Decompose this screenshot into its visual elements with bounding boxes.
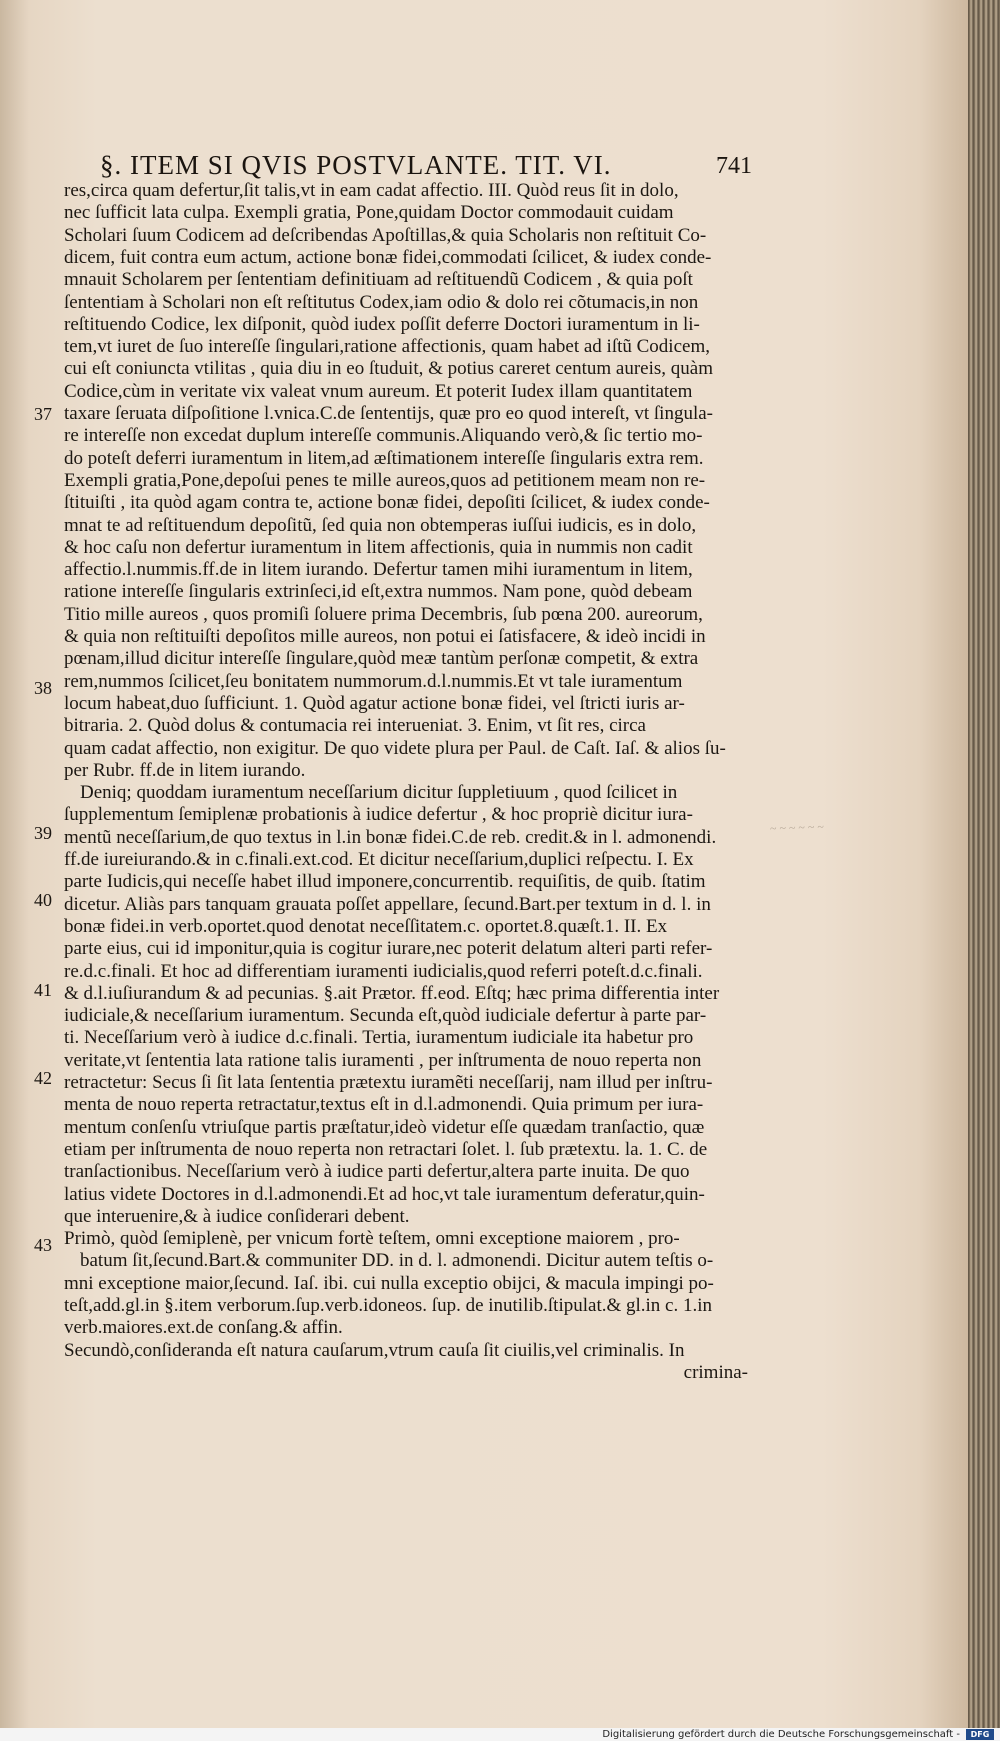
page-edge [968,0,1000,1728]
text-line: nec ſufficit lata culpa. Exempli gratia, Pone,quidam Doctor commodauit cuidam [64,202,674,224]
text-line: tem,vt iuret de ſuo intereſſe ſingulari,ratione affectionis, quam habet ad iſtũ Codicem, [64,336,710,358]
text-line: ſupplementum ſemiplenæ probationis à iudice defertur , & hoc propriè dicitur iura- [64,804,693,826]
text-line: dicem, fuit contra eum actum, actione bonæ fidei,commodati ſcilicet, & iudex conde- [64,246,712,268]
text-line: Exempli gratia,Pone,depoſui penes te mille aureos,quos ad petitionem meam non re- [64,469,706,491]
text-line: mni exceptione maior,ſecund. Iaſ. ibi. cui nulla exceptio obijci, & macula impingi po- [64,1272,714,1294]
dfg-logo: DFG [966,1729,994,1740]
text-line: affectio.l.nummis.ff.de in litem iurando. Defertur tamen mihi iuramentum in litem, [64,559,693,581]
margin-number: 43 [34,1235,52,1255]
digitization-credit: Digitalisierung gefördert durch die Deutsche Forschungsgemeinschaft - [602,1729,960,1740]
margin-number: 42 [34,1068,52,1088]
text-line: Secundò,conſideranda eſt natura cauſarum,vtrum cauſa ſit ciuilis,vel criminalis. In [64,1339,685,1361]
text-line: taxare ſeruata diſpoſitione l.vnica.C.de ſententijs, quæ pro eo quod intereſt, vt ſingula- [64,403,713,424]
text-line: tranſactionibus. Neceſſarium verò à iudice parti defertur,altera parte inuita. De quo [64,1161,690,1183]
text-line: Deniq; quoddam iuramentum neceſſarium dicitur ſuppletiuum , quod ſcilicet in [80,782,678,804]
text-line: do poteſt deferri iuramentum in litem,ad æſtimationem intereſſe ſingularis extra rem. [64,447,704,469]
text-line: & quia non reſtituiſti depoſitos mille aureos, non potui ei ſatisfacere, & ideò incidi in [64,626,706,647]
text-block [28,180,748,1440]
text-line: per Rubr. ff.de in litem iurando. [64,759,306,781]
text-line: Titio mille aureos , quos promiſi ſoluere prima Decembris, ſub pœna 200. aureorum, [64,603,703,625]
text-line: retractetur: Secus ſi ſit lata ſententia prætextu iuramẽti neceſſarij, nam illud per inſtru- [64,1072,713,1093]
margin-number: 40 [34,890,52,910]
text-line: teſt,add.gl.in §.item verborum.ſup.verb.idoneos. ſup. de inutilib.ſtipulat.& gl.in c. 1.in [64,1295,713,1316]
text-line: mentũ neceſſarium,de quo textus in l.in bonæ fidei.C.de reb. credit.& in l. admonendi. [64,826,717,848]
text-line: Codice,cùm in veritate vix valeat vnum aureum. Et poterit Iudex illam quantitatem [64,380,693,402]
margin-number: 39 [34,823,52,843]
page-number: 741 [716,153,752,179]
text-line: ſtituiſti , ita quòd agam contra te, actione bonæ fidei, depoſiti ſcilicet, & iudex conde- [64,492,710,514]
text-line: parte eius, cui id imponitur,quia is cogitur iurare,nec poterit delatum alteri parti refer- [64,938,713,960]
text-line: cui eſt coniuncta vtilitas , quia diu in eo ſtuduit, & potius careret centum aureis, quàm [64,358,713,380]
text-line: ſententiam à Scholari non eſt reſtitutus Codex,iam odio & dolo rei cõtumacis,in non [64,291,699,313]
text-line: mnat te ad reſtituendum depoſitũ, ſed quia non obtemperas iuſſui iudicis, es in dolo, [64,514,697,536]
text-line: veritate,vt ſententia lata ratione talis iuramenti , per inſtrumenta de nouo reperta non [64,1049,702,1071]
text-line: latius videte Doctores in d.l.admonendi.Et ad hoc,vt tale iuramentum deferatur,quin- [64,1183,705,1205]
text-line: ff.de iureiurando.& in c.finali.ext.cod. Et dicitur neceſſarium,duplici reſpectu. I. Ex [64,849,694,870]
text-line: menta de nouo reperta retractatur,textus eſt in d.l.admonendi. Quia primum per iura- [64,1094,704,1116]
text-line: batum ſit,ſecund.Bart.& communiter DD. in d. l. admonendi. Dicitur autem teſtis o- [80,1250,714,1272]
text-line: pœnam,illud dicitur intereſſe ſingulare,quòd meæ tantùm perſonæ competit, & extra [64,648,699,670]
text-line: Scholari ſuum Codicem ad deſcribendas Apoſtillas,& quia Scholaris non reſtituit Co- [64,224,707,246]
text-line: crimina- [683,1361,748,1383]
text-line: iudiciale,& neceſſarium iuramentum. Secunda eſt,quòd iudiciale defertur à parte par- [64,1005,707,1027]
text-line: reſtituendo Codice, lex diſponit, quòd iudex poſſit deferre Doctori iuramentum in li- [64,313,700,335]
text-line: mnauit Scholarem per ſententiam definitiuam ad reſtituendũ Codicem , & quia poſt [64,269,693,291]
text-line: & hoc caſu non defertur iuramentum in litem affectionis, quia in nummis non cadit [64,536,693,558]
text-line: dicetur. Aliàs pars tanquam grauata poſſet appellare, ſecund.Bart.per textum in d. l. in [64,893,711,915]
text-line: ratione intereſſe ſingularis extrinſeci,id eſt,extra nummos. Nam pone, quòd debeam [64,581,693,603]
text-line: que interuenire,& à iudice conſiderari debent. [64,1205,410,1227]
text-line: Primò, quòd ſemiplenè, per vnicum fortè teſtem, omni exceptione maiorem , pro- [64,1228,680,1250]
text-line: verb.maiores.ext.de conſang.& affin. [64,1317,343,1339]
show-through-ink: ~ ~ ~ ~ ~ ~ [769,819,825,836]
text-line: bonæ fidei.in verb.oportet.quod denotat neceſſitatem.c. oportet.8.quæſt.1. II. Ex [64,915,668,937]
text-line: mentum conſenſu vtriuſque partis præſtatur,ideò videtur eſſe quædam tranſactio, quæ [64,1116,705,1138]
text-line: re.d.c.finali. Et hoc ad differentiam iuramenti iudicialis,quod referri poteſt.d.c.finali. [64,960,703,982]
text-line: locum habeat,duo ſufficiunt. 1. Quòd agatur actione bonæ fidei, vel ſtricti iuris ar- [64,692,685,714]
text-line: & d.l.iuſiurandum & ad pecunias. §.ait Prætor. ff.eod. Eſtq; hæc prima differentia inter [64,982,720,1004]
text-line: res,circa quam defertur,ſit talis,vt in eam cadat affectio. III. Quòd reus ſit in dolo, [64,180,679,201]
margin-number: 38 [34,678,52,698]
margin-number: 37 [34,404,52,424]
text-line: quam cadat affectio, non exigitur. De quo videte plura per Paul. de Caſt. Iaſ. & alios ſu- [64,737,726,759]
text-line: etiam per inſtrumenta de nouo reperta non retractari ſolet. l. ſub prætextu. la. 1. C. de [64,1138,708,1160]
text-line: bitraria. 2. Quòd dolus & contumacia rei interueniat. 3. Enim, vt ſit res, circa [64,715,646,737]
running-head: §. ITEM SI QVIS POSTVLANTE. TIT. VI. [100,150,612,180]
text-line: parte Iudicis,qui neceſſe habet illud imponere,concurrentib. requiſitis, de quib. ſtatim [64,871,706,893]
footer-strip [0,1728,1000,1741]
text-line: ti. Neceſſarium verò à iudice d.c.finali. Tertia, iuramentum iudiciale ita habetur pro [64,1027,694,1049]
text-line: rem,nummos ſcilicet,ſeu bonitatem nummorum.d.l.nummis.Et vt tale iuramentum [64,670,683,692]
margin-number: 41 [34,980,52,1000]
text-line: re intereſſe non excedat duplum intereſſe communis.Aliquando verò,& ſic tertio mo- [64,425,703,447]
